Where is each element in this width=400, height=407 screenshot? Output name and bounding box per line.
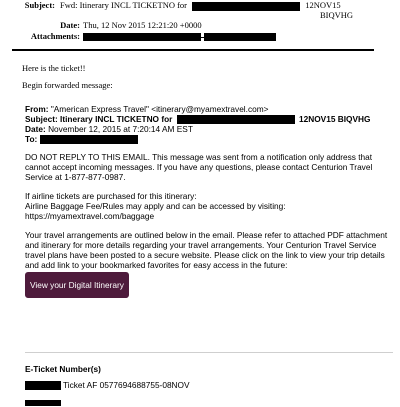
fwd-to-label: To: [25,134,38,144]
fwd-date-value: November 12, 2015 at 7:20:14 AM EST [48,124,193,134]
redaction-block [25,400,61,406]
attachments-list[interactable] [83,31,276,41]
body-p2-line-2: Airline Baggage Fee/Rules may apply and can be accessed by visiting: [25,201,286,211]
fwd-subject-row [25,114,370,124]
header-subject-value [60,0,341,11]
eticket-row-2 [25,397,61,407]
body-p3-line-3: travel plans have been posted to a secure website. Please click on the link to view your trip details [25,250,385,260]
header-subject-suffix2: BIQVHG [320,10,354,20]
body-p1-line-1: DO NOT REPLY TO THIS EMAIL. This message was sent from a notification only address that [25,152,373,162]
header-date-value: Thu, 12 Nov 2015 12:21:20 +0000 [83,20,202,30]
fwd-subject-suffix: 12NOV15 BIQVHG [299,114,371,124]
fwd-date-row [25,124,193,134]
body-p3-line-1: Your travel arrangements are outlined below in the email. Please refer to attached PDF attachment [25,230,388,240]
header-subject-label: Subject: [24,0,55,10]
header-divider [12,49,374,51]
section-divider [25,352,393,353]
body-p1-line-3: Service at 1-877-877-0987. [25,172,126,182]
redaction-block [25,381,61,390]
intro-line-2: Begin forwarded message: [22,80,113,90]
fwd-subject-label: Subject: [25,114,58,124]
fwd-from-value: "American Express Travel" <itinerary@myamextravel.com> [50,104,269,114]
header-subject-text: Fwd: Itinerary INCL TICKETNO for [60,0,188,10]
body-p3-line-4: and add link to your bookmarked favorites for easy access in the future: [25,260,288,270]
fwd-date-label: Date: [25,124,46,134]
intro-line-1: Here is the ticket!! [22,63,86,73]
attachment-redaction-1 [83,33,201,41]
header-date-label: Date: [60,20,80,30]
header-attachments-label: Attachments: [30,31,80,41]
fwd-to-row [25,134,138,144]
header-subject-suffix: 12NOV15 [305,0,341,10]
fwd-subject-value: Itinerary INCL TICKETNO for [60,114,173,124]
body-p3-line-2: and itinerary for more details regarding your travel arrangements. Your Centurion Travel Service [25,240,377,250]
fwd-from-row [25,104,268,114]
eticket-heading: E-Ticket Number(s) [25,364,101,374]
attachment-redaction-2 [204,33,276,41]
eticket-row [25,380,190,390]
redaction-block [40,135,138,144]
fwd-from-label: From: [25,104,49,114]
body-p2-line-1: If airline tickets are purchased for this itinerary: [25,191,197,201]
eticket-row-text: Ticket AF 0577694688755-08NOV [63,380,190,390]
redaction-block [177,115,295,124]
view-digital-itinerary-button[interactable]: View your Digital Itinerary [25,272,129,298]
header-subject-row-2 [320,10,353,20]
body-p1-line-2: cannot accept incoming messages. If you have any questions, please contact Centurion Travel [25,162,373,172]
redaction-block [192,2,300,11]
baggage-link[interactable]: https://myamextravel.com/baggage [25,211,155,221]
